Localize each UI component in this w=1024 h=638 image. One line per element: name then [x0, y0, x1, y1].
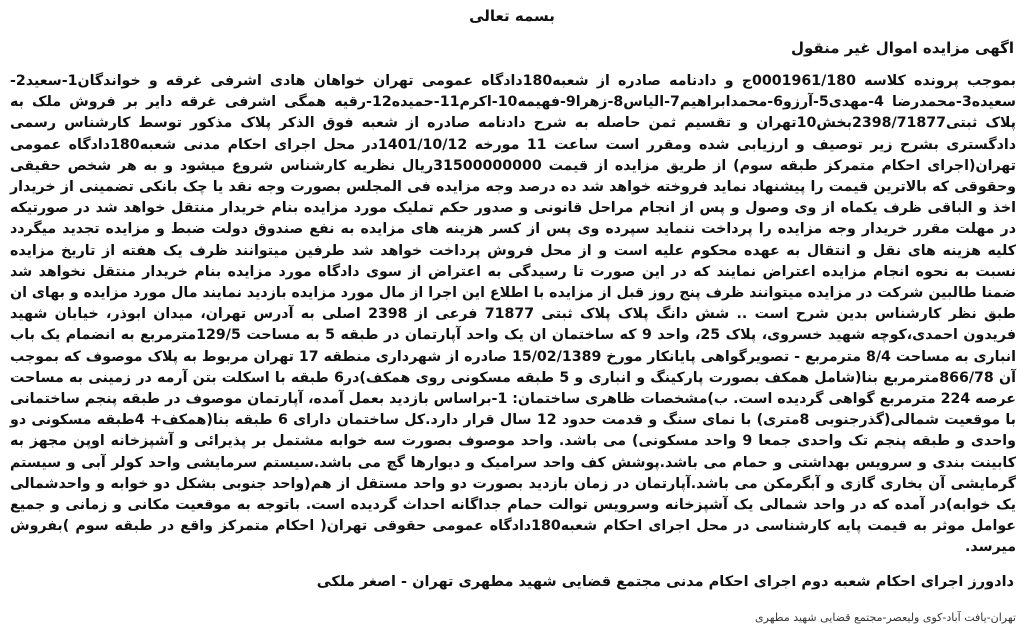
notice-title: اگهی مزایده اموال غیر منقول [790, 39, 1014, 57]
notice-body-paragraph: بموجب پرونده کلاسه 0001961/180ج و دادنامه صادره از شعبه180دادگاه عمومی تهران خواهان هادی اشرفی غرقه و خواندگان1-سعید2-سعیده3-محمدرضا 4-مهدی5-آرزو6-محمدابراهیم7-الیاس8-زهرا9-فهیمه10-اکرم11-حمیده12-رقیه همگی اشرفی غرقه دایر بر فروش ملک به پلاک ثبتی2398/71877بخش10تهران و تقسیم ثمن حاصله به شرح دادنامه صادره از شعبه فوق الذکر پلاک مذکور توسط کارشناس رسمی دادگستری بشرح زیر توصیف و ارزیابی شده ومقرر است ساعت 11 مورخه 1401/10/12در محل اجرای احکام مدنی شعبه180دادگاه عمومی تهران(اجرای احکام متمرکز طبقه سوم) از طریق مزایده از قیمت 31500000000ریال نظریه کارشناس شروع میشود و به هر شخص حقیقی وحقوقی که بالاترین قیمت را پیشنهاد نماید فروخته خواهد شد ده درصد وجه مزایده فی المجلس بصورت وجه نقد یا چک بانکی تضمینی از خریدار اخذ و الباقی ظرف یکماه از وی وصول و پس از انجام مراحل قانونی و صدور حکم تملیک مورد مزایده بنام خریدار منتقل خواهد شد در صورتیکه در مهلت مقرر خریدار وجه مزایده را پرداخت ننماید سپرده وی پس از کسر هزینه های مزایده به نفع صندوق دولت ضبط و مزایده تجدید میگردد کلیه هزینه های نقل و انتقال به عهده محکوم علیه است و از محل فروش پرداخت خواهد شد طرفین میتوانند ظرف یک هفته از تاریخ مزایده نسبت به نحوه انجام مزایده اعتراض نمایند که در این صورت تا رسیدگی به اعتراض از سوی دادگاه مورد مزایده بنام خریدار منتقل نخواهد شد ضمنا طالبین شرکت در مزایده میتوانند ظرف پنج روز قبل از مزایده با اطلاع این اجرا از مال مورد مزایده بازدید نمایند مال مورد مزایده و بهای ان طبق نظر کارشناس بدین شرح است .. شش دانگ پلاک پلاک ثبتی 71877 فرعی از 2398 اصلی به آدرس تهران، میدان ابوذر، خیابان شهید فریدون احمدی،کوچه شهید خسروی، پلاک 25، واحد 9 که ساختمان ان یک واحد آپارتمان در طبقه 5 به مساحت 129/5مترمربع به انضمام یک باب انباری به مساحت 8/4 مترمربع - تصویرگواهی پایانکار مورخ 15/02/1389 صادره از شهرداری منطقه 17 تهران مربوط به پلاک موصوف که بموجب آن 866/78مترمربع بنا(شامل همکف بصورت پارکینگ و انباری و 5 طبقه مسکونی روی همکف)در6 طبقه با اسکلت بتن آرمه در زمینی به مساحت عرصه 224 مترمربع گواهی گردیده است. ب)مشخصات ظاهری ساختمان: 1-براساس بازدید بعمل آمده، آپارتمان موصوف در طبقه پنجم ساختمانی با موقعیت شمالی(گذرجنوبی 8متری) با نمای سنگ و قدمت حدود 12 سال قرار دارد.کل ساختمان دارای 6 طبقه بنا(همکف+ 4طبقه مسکونی دو واحدی و طبقه پنجم تک واحدی جمعا 9 واحد مسکونی) می باشد. واحد موصوف بصورت سه خوابه مشتمل بر پذیرائی و آشپزخانه اوپن مجهز به کابینت بندی و سرویس بهداشتی و حمام می باشد.پوشش کف واحد سرامیک و دیوارها گچ می باشد.سیستم سرمایشی واحد کولر آبی و سیستم گرمایشی آن بخاری گازی و آبگرمکن می باشد.آپارتمان در زمان بازدید بصورت دو واحد مستقل از هم(واحد جنوبی بشکل دو خوابه و واحدشمالی یک خوابه)در آمده که در واحد شمالی یک آشپزخانه وسرویس توالت حمام جداگانه احداث گردیده است. باتوجه به موقعیت مکانی و زمانی و جمیع عوامل موثر به قیمت پایه کارشناسی در محل اجرای احکام شعبه180دادگاه عمومی حقوقی تهران( احکام متمرکز واقع در طبقه سوم )بفروش میرسد. [10, 73, 1017, 556]
basmala-heading: بسمه تعالی [469, 7, 555, 25]
court-address: تهران-یافت آباد-کوی ولیعصر-مجتمع قضایی شهید مطهری [755, 611, 1016, 624]
signature-line: دادورز اجرای احکام شعبه دوم اجرای احکام مدنی مجتمع قضایی شهید مطهری تهران - اصغر ملکی [316, 574, 1014, 590]
